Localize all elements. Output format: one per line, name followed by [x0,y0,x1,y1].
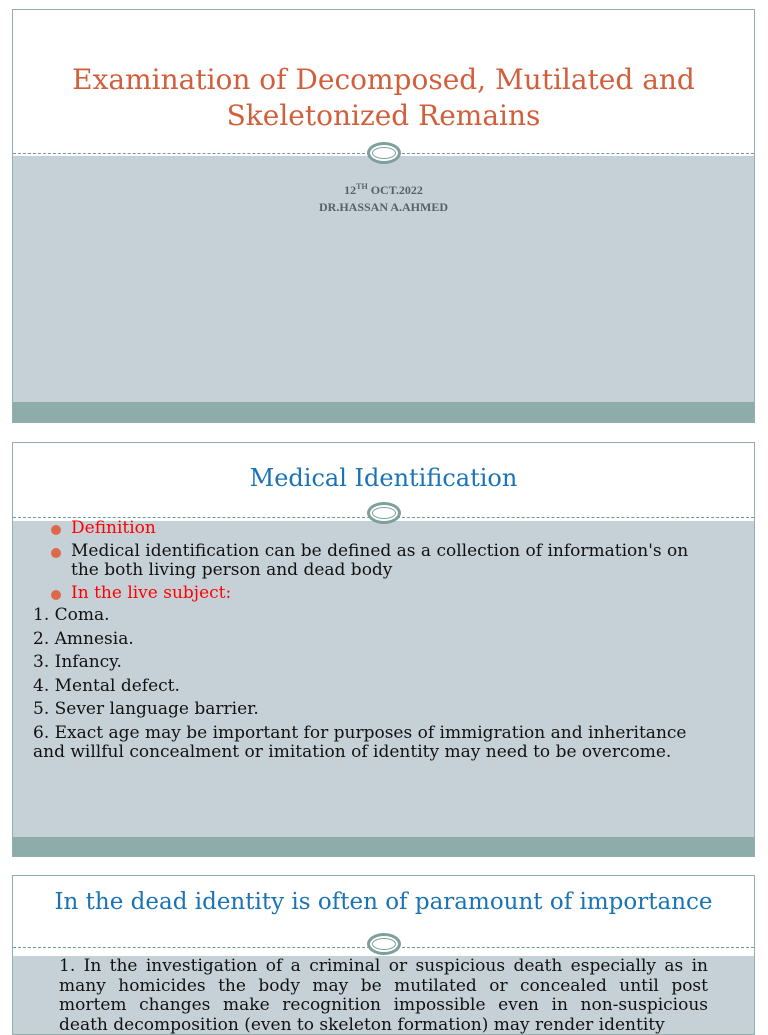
numbered-list [33,606,704,763]
slide-header [13,10,754,156]
list-item: 2. Amnesia. [33,628,134,649]
dead-identity-slide [12,875,755,1035]
presentation-author: DR.HASSAN A.AHMED [318,200,448,214]
slide-body [13,956,754,1035]
slide-content [33,518,704,763]
footer-bar [13,837,754,857]
slide-paragraph: 1. In the investigation of a criminal or suspicious death especially as in many homicides the body may be mutilated or concealed until post mortem changes make recognition impossible even in non-suspicious death decomposition (even to skeleton formation) may render identity [59,956,708,1035]
presentation-meta [13,178,754,216]
bullet-description: Medical identification can be defined as a collection of information's on the both living person and dead body [51,542,704,581]
footer-bar [13,402,754,423]
title-line-1: Examination of Decomposed, Mutilated and [72,63,695,96]
list-item: 3. Infancy. [33,652,122,672]
slide-title [13,62,754,134]
list-item: 5. Sever language barrier. [33,699,259,719]
list-item: 4. Mental defect. [33,675,180,696]
ring-ornament-icon [367,502,401,524]
slide-title: In the dead identity is often of paramount of importance [54,889,713,915]
slide-body [13,518,754,837]
title-line-2: Skeletonized Remains [226,99,541,132]
ring-ornament-icon [367,142,401,164]
slide-title: Medical Identification [249,464,518,492]
bullet-list [51,519,704,603]
slide-body [13,156,754,402]
list-item: 1. Coma. [33,605,110,625]
bullet-definition: Definition [51,519,704,539]
presentation-date: 12TH OCT.2022 [344,182,423,197]
ring-ornament-icon [367,933,401,955]
medical-identification-slide [12,442,755,857]
bullet-live-subject: In the live subject: [51,584,704,604]
list-item: 6. Exact age may be important for purposes of immigration and inheritance and willful concealment or imitation of identity may need to be overcome. [33,722,687,762]
title-slide [12,9,755,423]
